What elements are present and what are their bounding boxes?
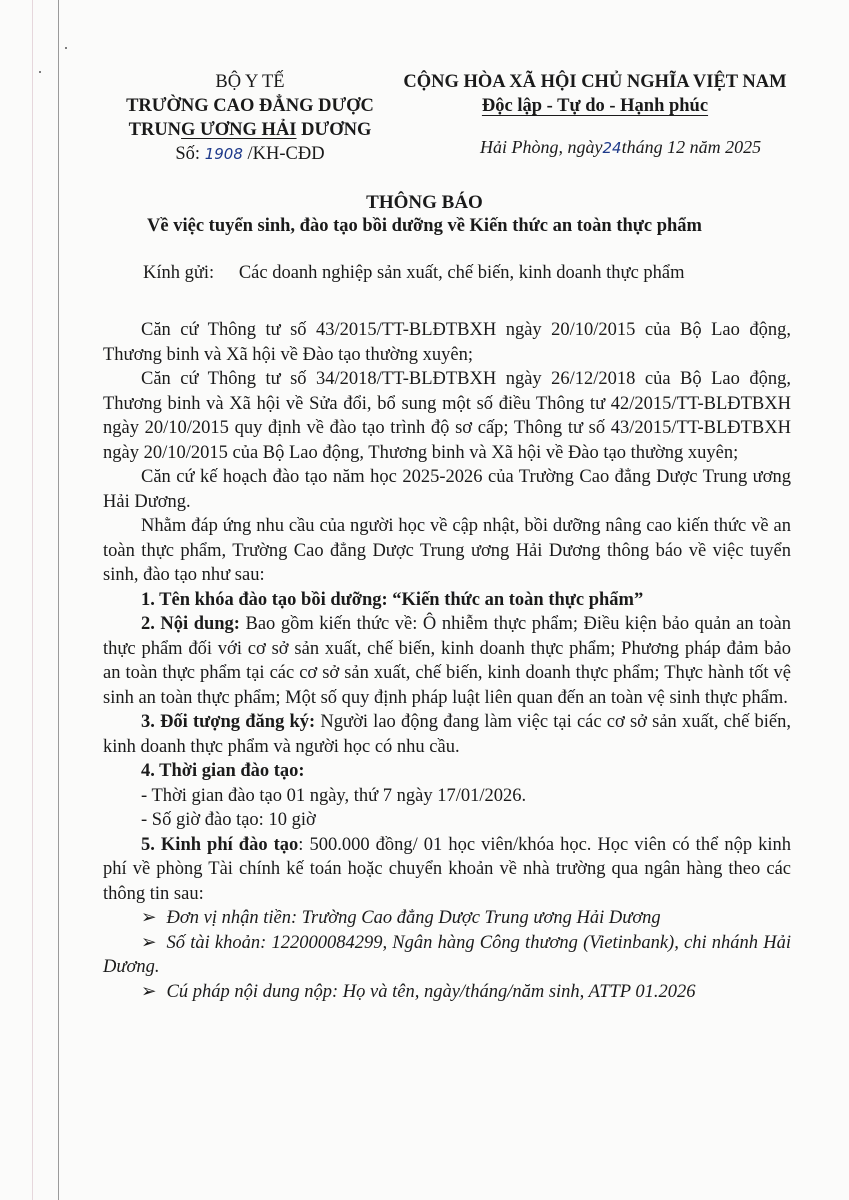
date-prefix: Hải Phòng, ngày [480,137,603,157]
document-number [100,142,400,166]
section-text: Người lao động đang làm việc tại các cơ sở sản xuất, chế biến, kinh doanh thực phẩm và người học có nhu cầu. [103,712,792,757]
recipient-value: Các doanh nghiệp sản xuất, chế biến, kinh doanh thực phẩm [238,263,685,283]
document-title: THÔNG BÁO [366,192,483,213]
payment-info-item [103,931,791,980]
payment-info-item [103,906,791,931]
number-label: Số: [175,144,201,164]
ministry-name: BỘ Y TẾ [215,72,285,92]
section-content [103,612,791,710]
schedule-item: - Số giờ đào tạo: 10 giờ [141,810,316,830]
date-suffix: tháng 12 năm 2025 [621,137,762,157]
school-name-part: TRUN [128,120,182,140]
document-body [103,318,791,1004]
scan-speck [65,47,67,49]
legal-basis-paragraph: Căn cứ kế hoạch đào tạo năm học 2025-2026 của Trường Cao đẳng Dược Trung ương Hải Dương. [103,467,791,512]
payment-info-text: Đơn vị nhận tiền: Trường Cao đẳng Dược Trung ương Hải Dương [166,908,661,928]
nation-title: CỘNG HÒA XÃ HỘI CHỦ NGHĨA VIỆT NAM [403,72,787,92]
section-schedule [103,759,791,784]
school-name-line2 [100,118,400,142]
legal-basis-paragraph: Căn cứ Thông tư số 34/2018/TT-BLĐTBXH ngày 26/12/2018 của Bộ Lao động, Thương binh và Xã hội về Sửa đổi, bổ sung một số điều Thông tư 42/2015/TT-BLĐTBXH ngày 20/10/2015 quy định về đào tạo trình độ sơ cấp; Thông tư số 43/2015/TT-BLĐTBXH ngày 20/10/2015 của Bộ Lao động, Thương binh và Xã hội về Đào tạo thường xuyên; [103,369,791,463]
legal-basis-paragraph: Căn cứ Thông tư số 43/2015/TT-BLĐTBXH ngày 20/10/2015 của Bộ Lao động, Thương binh và Xã hội về Đào tạo thường xuyên; [103,320,791,365]
arrow-bullet-icon: ➢ [141,908,157,928]
payment-info-text: Cú pháp nội dung nộp: Họ và tên, ngày/tháng/năm sinh, ATTP 01.2026 [166,981,696,1002]
issue-date [480,137,761,158]
number-suffix: /KH-CĐD [247,144,325,164]
section-heading: 1. Tên khóa đào tạo bồi dưỡng: “Kiến thức an toàn thực phẩm” [141,589,644,610]
section-heading: 4. Thời gian đào tạo: [141,761,305,781]
school-name-part: DƯƠNG [296,120,372,140]
purpose-paragraph: Nhằm đáp ứng nhu cầu của người học về cập nhật, bồi dưỡng nâng cao kiến thức về an toàn thực phẩm, Trường Cao đẳng Dược Trung ương Hải Dương thông báo về việc tuyển sinh, đào tạo như sau: [103,516,791,585]
arrow-bullet-icon: ➢ [141,932,157,953]
payment-info-text: Số tài khoản: 122000084299, Ngân hàng Công thương (Vietinbank), chi nhánh Hải Dương. [103,932,791,977]
scan-margin-line [58,0,59,1200]
section-target [103,710,791,759]
section-course-name [103,588,791,613]
document-subtitle: Về việc tuyển sinh, đào tạo bồi dưỡng về Kiến thức an toàn thực phẩm [147,216,702,236]
national-motto: Độc lập - Tự do - Hạnh phúc [481,96,709,116]
payment-info-item [103,980,791,1005]
section-heading: 5. Kinh phí đào tạo [141,834,299,855]
scan-speck [39,71,41,73]
national-header [385,70,805,118]
recipient-line [143,263,685,284]
section-fee [103,833,791,907]
arrow-bullet-icon: ➢ [141,981,157,1002]
handwritten-day: 24 [602,139,622,157]
section-text: : 500.000 đồng/ 01 học viên/khóa học. Học viên có thể nộp kinh phí về phòng Tài chính kế toán hoặc chuyển khoản về nhà trường qua ngân hàng theo các thông tin sau: [103,834,791,904]
section-text: Bao gồm kiến thức về: Ô nhiễm thực phẩm; Điều kiện bảo quản an toàn thực phẩm đối với cơ sở sản xuất, chế biến, kinh doanh thực phẩm; Phương pháp đảm bảo an toàn thực phẩm tại các cơ sở sản xuất, chế biến, kinh doanh thực phẩm; Thực hành tốt vệ sinh an toàn thực phẩm; Một số quy định pháp luật liên quan đến an toàn vệ sinh thực phẩm. [103,614,791,708]
scan-edge-line [32,0,33,1200]
section-heading: 3. Đối tượng đăng ký: [141,712,316,732]
school-name-line1: TRƯỜNG CAO ĐẲNG DƯỢC [126,96,374,116]
schedule-item: - Thời gian đào tạo 01 ngày, thứ 7 ngày 17/01/2026. [141,785,527,806]
issuer-block [100,70,400,166]
school-name-underlined: G ƯƠNG HẢI [181,120,297,140]
section-heading: 2. Nội dung: [141,614,240,634]
handwritten-number: 1908 [204,145,243,163]
recipient-label: Kính gửi: [143,263,215,283]
